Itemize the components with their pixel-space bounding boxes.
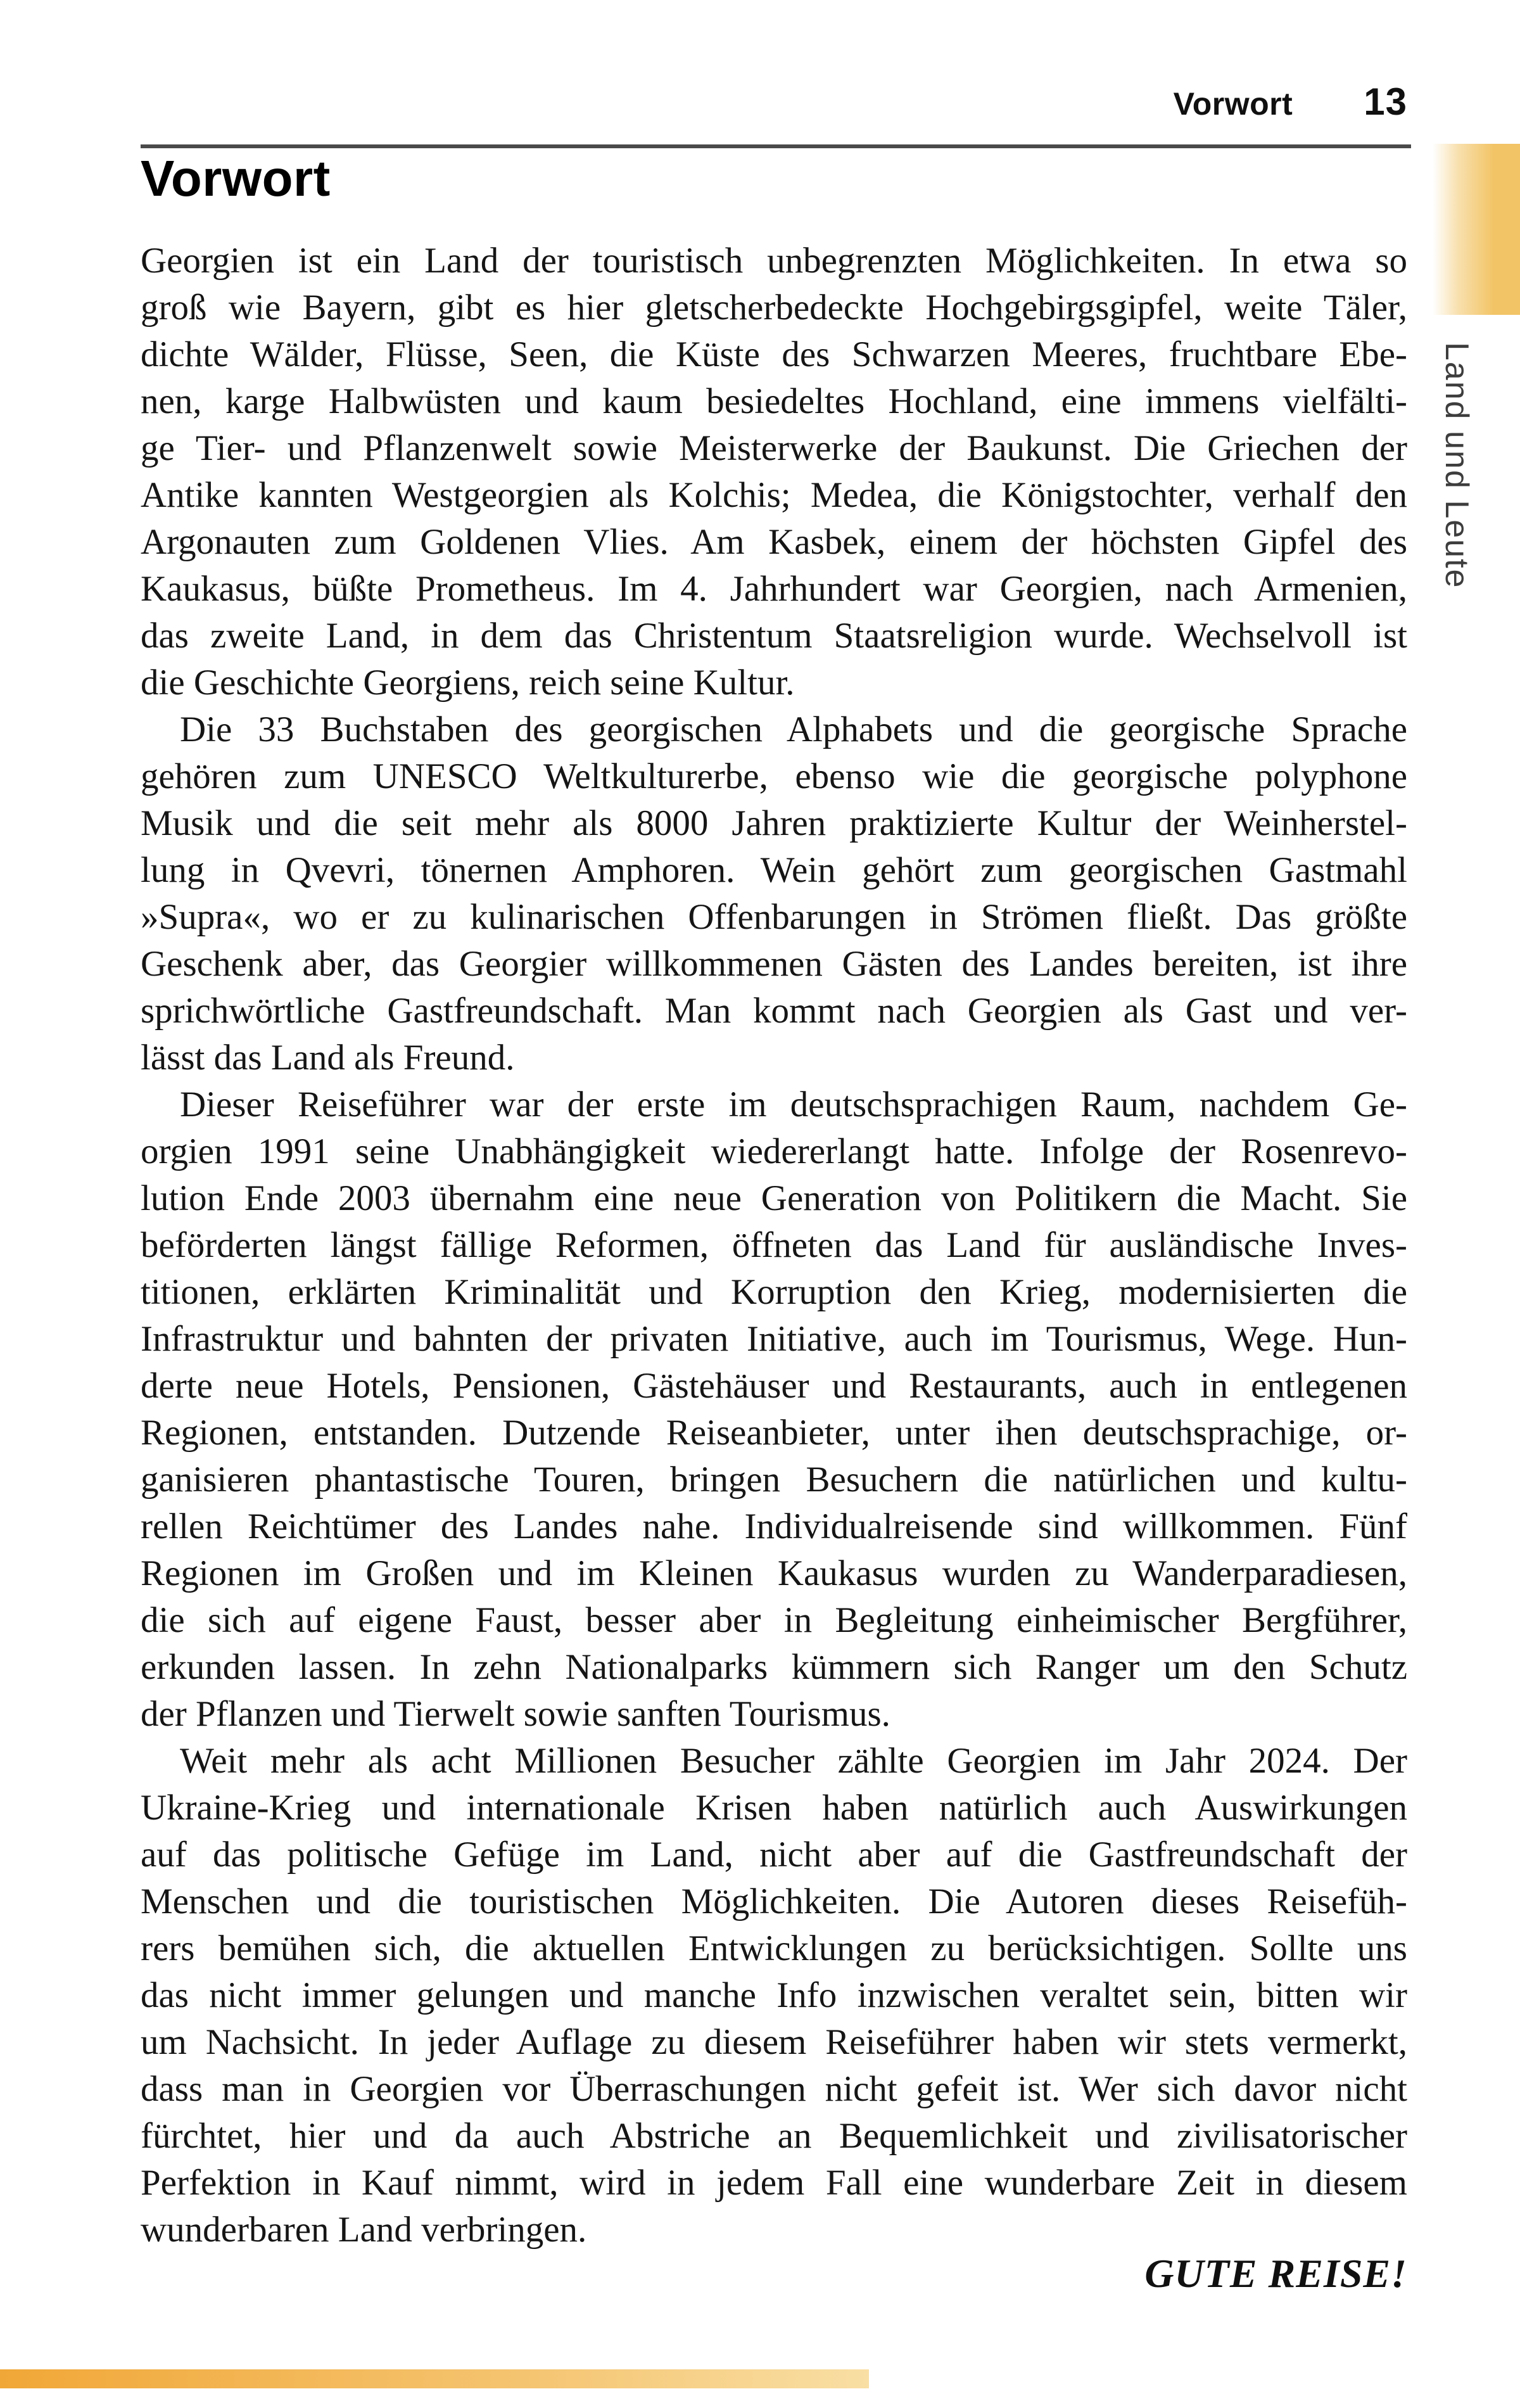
body-line: rellen Reichtümer des Landes nahe. Individualreisende sind willkommen. Fünf	[141, 1507, 1407, 1546]
body-line: »Supra«, wo er zu kulinarischen Offenbarungen in Strömen fließt. Das größte	[141, 897, 1407, 937]
body-line: auf das politische Gefüge im Land, nicht aber auf die Gastfreundschaft der	[141, 1835, 1407, 1875]
body-line: gehören zum UNESCO Weltkulturerbe, ebenso wie die georgische polyphone	[141, 756, 1407, 796]
body-line: dichte Wälder, Flüsse, Seen, die Küste des Schwarzen Meeres, fruchtbare Ebe-	[141, 334, 1407, 374]
body-line: erkunden lassen. In zehn Nationalparks kümmern sich Ranger um den Schutz	[141, 1647, 1407, 1687]
body-line: lung in Qvevri, tönernen Amphoren. Wein gehört zum georgischen Gastmahl	[141, 850, 1407, 890]
body-line: Regionen, entstanden. Dutzende Reiseanbieter, unter ihen deutschsprachige, or-	[141, 1413, 1407, 1453]
body-line: Ukraine-Krieg und internationale Krisen haben natürlich auch Auswirkungen	[141, 1788, 1407, 1828]
body-line: die Geschichte Georgiens, reich seine Kultur.	[141, 663, 795, 703]
body-line: lässt das Land als Freund.	[141, 1038, 515, 1078]
footer-bar	[0, 2369, 869, 2388]
body-line: Perfektion in Kauf nimmt, wird in jedem Fall eine wunderbare Zeit in diesem	[141, 2163, 1407, 2203]
body-line: derte neue Hotels, Pensionen, Gästehäuser und Restaurants, auch in entlegenen	[141, 1366, 1407, 1406]
body-line: titionen, erklärten Kriminalität und Korruption den Krieg, modernisierten die	[141, 1272, 1407, 1312]
body-line: Dieser Reiseführer war der erste im deutschsprachigen Raum, nachdem Ge-	[180, 1085, 1407, 1124]
body-line: fürchtet, hier und da auch Abstriche an Bequemlichkeit und zivilisatorischer	[141, 2116, 1407, 2156]
body-line: Geschenk aber, das Georgier willkommenen Gästen des Landes bereiten, ist ihre	[141, 944, 1407, 984]
chapter-tab	[1433, 144, 1520, 315]
body-line: um Nachsicht. In jeder Auflage zu diesem Reiseführer haben wir stets vermerkt,	[141, 2022, 1407, 2062]
body-line: Georgien ist ein Land der touristisch unbegrenzten Möglichkeiten. In etwa so	[141, 241, 1407, 281]
body-line: Kaukasus, büßte Prometheus. Im 4. Jahrhundert war Georgien, nach Armenien,	[141, 569, 1407, 609]
body-line: dass man in Georgien vor Überraschungen nicht gefeit ist. Wer sich davor nicht	[141, 2069, 1407, 2109]
body-line: das nicht immer gelungen und manche Info inzwischen veraltet sein, bitten wir	[141, 1975, 1407, 2015]
page-number: 13	[1364, 80, 1407, 123]
body-line: Regionen im Großen und im Kleinen Kaukasus wurden zu Wanderparadiesen,	[141, 1553, 1407, 1593]
body-line: rers bemühen sich, die aktuellen Entwicklungen zu berücksichtigen. Sollte uns	[141, 1928, 1407, 1968]
body-line: groß wie Bayern, gibt es hier gletscherbedeckte Hochgebirgsgipfel, weite Täler,	[141, 288, 1407, 328]
body-line: Infrastruktur und bahnten der privaten Initiative, auch im Tourismus, Wege. Hun-	[141, 1319, 1407, 1359]
body-line: Antike kannten Westgeorgien als Kolchis; Medea, die Königstochter, verhalf den	[141, 475, 1407, 515]
body-line: Die 33 Buchstaben des georgischen Alphabets und die georgische Sprache	[180, 710, 1407, 749]
body-text	[141, 238, 1407, 2253]
body-line: nen, karge Halbwüsten und kaum besiedeltes Hochland, eine immens vielfälti-	[141, 381, 1407, 421]
body-line: ge Tier- und Pflanzenwelt sowie Meisterwerke der Baukunst. Die Griechen der	[141, 428, 1407, 468]
body-line: das zweite Land, in dem das Christentum Staatsreligion wurde. Wechselvoll ist	[141, 616, 1407, 656]
body-line: der Pflanzen und Tierwelt sowie sanften Tourismus.	[141, 1694, 890, 1734]
body-line: ganisieren phantastische Touren, bringen Besuchern die natürlichen und kultu-	[141, 1460, 1407, 1500]
running-header-title: Vorwort	[1173, 86, 1293, 122]
body-line: orgien 1991 seine Unabhängigkeit wiedererlangt hatte. Infolge der Rosenrevo-	[141, 1131, 1407, 1171]
body-line: die sich auf eigene Faust, besser aber in Begleitung einheimischer Bergführer,	[141, 1600, 1407, 1640]
running-header	[1174, 80, 1407, 124]
body-line: Musik und die seit mehr als 8000 Jahren praktizierte Kultur der Weinherstel-	[141, 803, 1407, 843]
chapter-tab-label: Land und Leute	[1438, 342, 1475, 589]
page-title: Vorwort	[141, 150, 331, 207]
body-line: Weit mehr als acht Millionen Besucher zählte Georgien im Jahr 2024. Der	[180, 1741, 1407, 1781]
body-line: Argonauten zum Goldenen Vlies. Am Kasbek, einem der höchsten Gipfel des	[141, 522, 1407, 562]
body-line: Menschen und die touristischen Möglichkeiten. Die Autoren dieses Reisefüh-	[141, 1882, 1407, 1921]
header-rule	[141, 144, 1411, 148]
body-line: lution Ende 2003 übernahm eine neue Generation von Politikern die Macht. Sie	[141, 1178, 1407, 1218]
closing-line: GUTE REISE!	[1144, 2251, 1407, 2296]
body-line: beförderten längst fällige Reformen, öffneten das Land für ausländische Inves-	[141, 1225, 1407, 1265]
body-line: wunderbaren Land verbringen.	[141, 2210, 587, 2250]
body-line: sprichwörtliche Gastfreundschaft. Man kommt nach Georgien als Gast und ver-	[141, 991, 1407, 1031]
